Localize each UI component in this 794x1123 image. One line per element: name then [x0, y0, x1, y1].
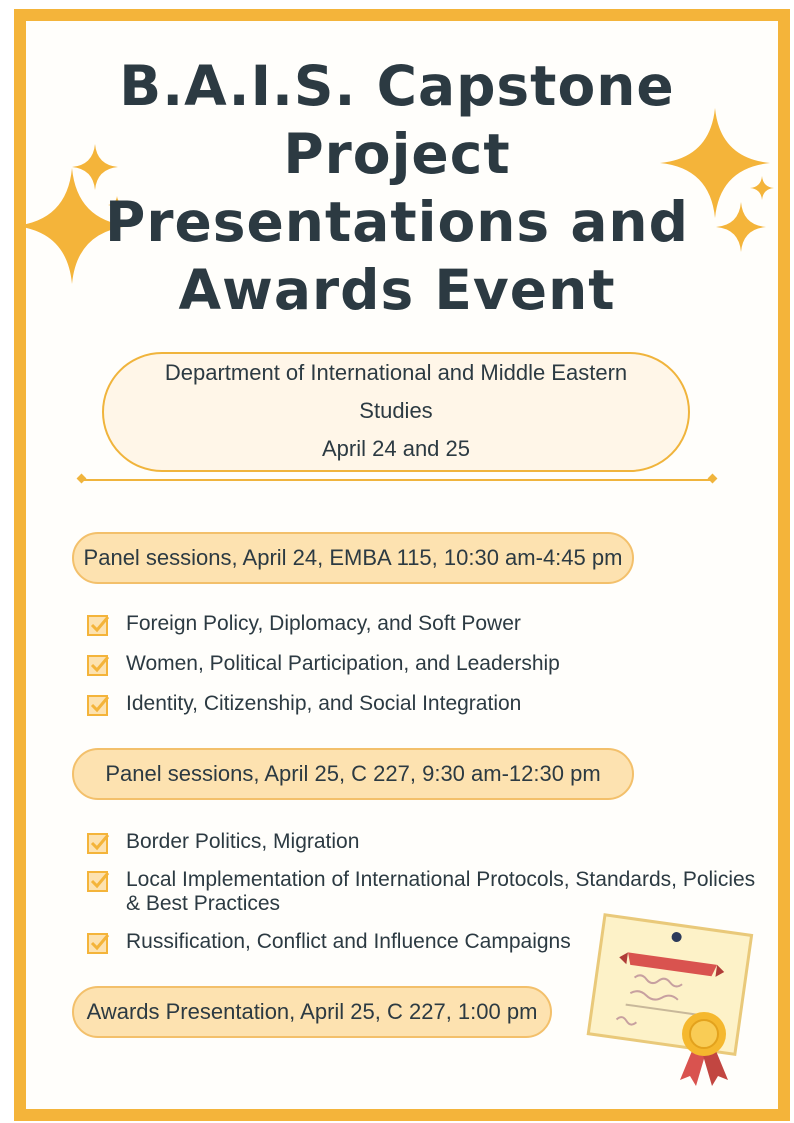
list-item: [86, 692, 560, 716]
title-line: Presentations and: [105, 190, 689, 254]
certificate-icon: [572, 910, 758, 1086]
department-name: Department of International and Middle Eastern: [164, 360, 628, 385]
list-item: [86, 612, 560, 636]
list-item: [86, 830, 756, 854]
title-line: Project: [283, 122, 511, 186]
checkbox-icon: [86, 613, 110, 637]
checkbox-icon: [86, 931, 110, 955]
topic-label: Border Politics, Migration: [126, 830, 360, 853]
page-title: [0, 52, 794, 324]
topic-label: Foreign Policy, Diplomacy, and Soft Power: [126, 612, 521, 635]
session-2-banner: Panel sessions, April 25, C 227, 9:30 am-12:30 pm: [72, 748, 634, 800]
topic-label: Russification, Conflict and Influence Campaigns: [126, 930, 571, 953]
topic-label: Local Implementation of International Protocols, Standards, Policies & Best Practices: [126, 868, 756, 915]
checkbox-icon: [86, 693, 110, 717]
session-1-banner: Panel sessions, April 24, EMBA 115, 10:30 am-4:45 pm: [72, 532, 634, 584]
checkbox-icon: [86, 653, 110, 677]
section-divider: [82, 479, 712, 481]
title-line: B.A.I.S. Capstone: [119, 54, 675, 118]
title-line: Awards Event: [178, 258, 616, 322]
checkbox-icon: [86, 831, 110, 855]
topic-label: Identity, Citizenship, and Social Integration: [126, 692, 522, 715]
topic-label: Women, Political Participation, and Leadership: [126, 652, 560, 675]
list-item: [86, 652, 560, 676]
checkbox-icon: [86, 869, 110, 893]
department-info: [102, 354, 690, 468]
session-1-topics: [86, 612, 560, 716]
event-dates: April 24 and 25: [322, 436, 470, 461]
list-item: [86, 868, 756, 916]
department-name-cont: Studies: [359, 398, 433, 423]
awards-banner: Awards Presentation, April 25, C 227, 1:00 pm: [72, 986, 552, 1038]
